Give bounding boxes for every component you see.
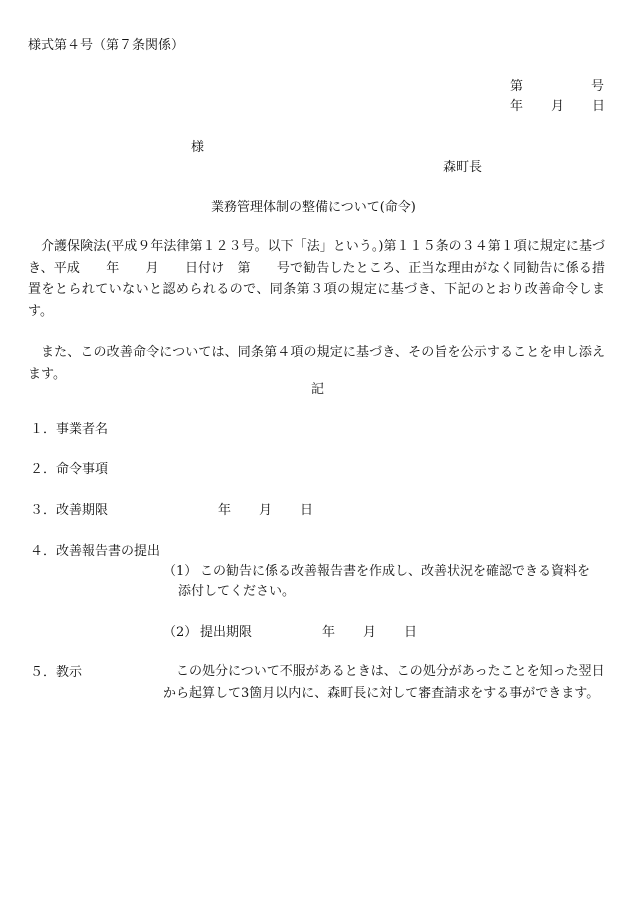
- item-4-sub-2-year: 年: [322, 625, 336, 640]
- item-2-order-content: ２．命令事項: [30, 462, 109, 477]
- item-4-sub-2-number: （2）: [163, 625, 198, 640]
- document-number-go: 号: [591, 79, 605, 94]
- item-3-deadline: ３．改善期限: [30, 503, 109, 518]
- item-4-sub-2-month: 月: [363, 625, 377, 640]
- item-4-report-submission: ４．改善報告書の提出: [30, 544, 161, 559]
- item-5-instruction: ５．教示: [30, 665, 83, 680]
- form-label: 様式第４号（第７条関係）: [28, 38, 185, 53]
- document-title: 業務管理体制の整備について(命令): [211, 200, 416, 215]
- ki-heading: 記: [311, 382, 325, 397]
- date-month: 月: [551, 99, 565, 114]
- item-4-sub-2-label: 提出期限: [200, 625, 253, 640]
- date-year: 年: [510, 99, 524, 114]
- body-paragraph-1: 介護保険法(平成９年法律第１２３号。以下「法」という。)第１１５条の３４第１項に規定に基づき、平成 年 月 日付け 第 号で勧告したところ、正当な理由がなく同勧告に係る措置をとられていないと認められるので、同条第３項の規定に基づき、下記のとおり改善命令します。: [28, 239, 605, 319]
- item-1-business-name: １．事業者名: [30, 422, 109, 437]
- item-4-sub-1-number: （1）: [163, 564, 198, 579]
- item-4-sub-1-text-line-2: 添付してください。: [178, 584, 296, 599]
- item-4-sub-1-text-line-1: この勧告に係る改善報告書を作成し、改善状況を確認できる資料を: [200, 564, 591, 579]
- date-day: 日: [592, 99, 606, 114]
- item-3-day: 日: [300, 503, 314, 518]
- document-number-dai: 第: [510, 79, 524, 94]
- item-3-year: 年: [218, 503, 232, 518]
- item-4-sub-2-day: 日: [404, 625, 418, 640]
- item-5-instruction-text: この処分について不服があるときは、この処分があったことを知った翌日から起算して3箇月以内に、森町長に対して審査請求をする事ができます。: [163, 664, 605, 701]
- body-paragraph-2: また、この改善命令については、同条第４項の規定に基づき、その旨を公示することを申し添えます。: [28, 345, 605, 382]
- item-3-month: 月: [259, 503, 273, 518]
- addressee-suffix: 様: [191, 140, 205, 155]
- sender-name: 森町長: [443, 160, 483, 175]
